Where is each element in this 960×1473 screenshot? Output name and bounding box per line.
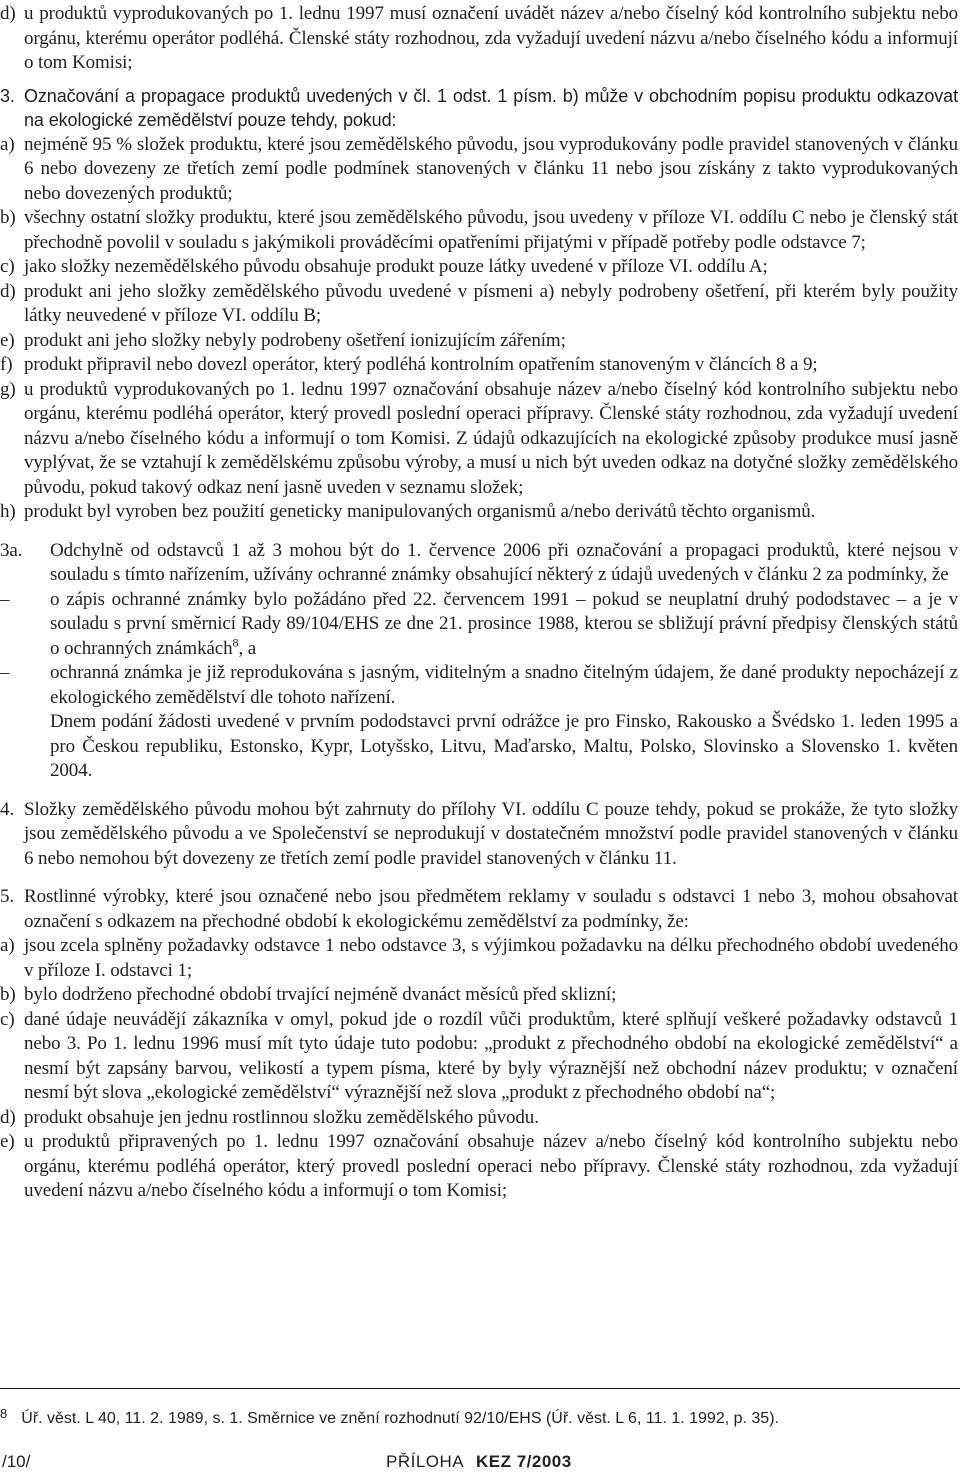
paragraph-3-item-b: [0, 206, 960, 255]
paragraph-marker: d): [0, 280, 16, 302]
paragraph-marker: e): [0, 329, 15, 351]
paragraph-3-item-e: [0, 329, 960, 354]
paragraph-5-item-a: [0, 934, 960, 983]
paragraph-text: dané údaje neuvádějí zákazníka v omyl, pokud jde o rozdíl vůči produktům, které splňují veškeré požadavky odstavců 1 nebo 3. Po 1. lednu 1996 musí mít tyto údaje tuto podobu: „produkt z přechodného období na ekologické zemědělství“ a nesmí být zapsány barvou, velikostí a typem písma, které by byly výraznější než obchodní název produktu; v označení nesmí být slova „ekologické zemědělství“ výraznější než slova „produkt z přechodného období na“;: [24, 1008, 958, 1103]
paragraph-3a-continuation: [0, 710, 960, 784]
paragraph-marker: a): [0, 935, 15, 956]
paragraph-text: o zápis ochranné známky bylo požádáno před 22. červencem 1991 – pokud se neuplatní druhý pododstavec – a je v souladu s první směrnicí Rady 89/104/EHS ze dne 21. prosince 1988, kterou se sbližují právní předpisy členských států o ochranných známkách: [50, 588, 958, 659]
paragraph-marker: c): [0, 1008, 15, 1030]
paragraph-text: Označování a propagace produktů uvedených v čl. 1 odst. 1 písm. b) může v obchodním popisu produktu odkazovat na ekologické zemědělství pouze tehdy, pokud:: [24, 85, 958, 130]
dash-marker: –: [0, 662, 10, 683]
appendix-label: PŘÍLOHA: [386, 1452, 465, 1471]
paragraph-3a-dash-2: [0, 661, 960, 710]
paragraph-marker: f): [0, 354, 13, 375]
paragraph-3-item-g: [0, 378, 960, 501]
paragraph-5-item-d: [0, 1106, 960, 1131]
appendix-code: KEZ 7/2003: [476, 1452, 572, 1471]
paragraph-text: u produktů připravených po 1. lednu 1997 označování obsahuje název a/nebo číselný kód kontrolního subjektu nebo orgánu, kterému podléhá operátor, který provedl poslední operaci nebo přípravy. Členské státy rozhodnou, zda vyžadují uvedení názvu a/nebo číselného kódu a informují o tom Komisi;: [24, 1131, 958, 1201]
paragraph-marker: c): [0, 256, 15, 277]
paragraph-5-item-b: [0, 983, 960, 1008]
paragraph-text: nejméně 95 % složek produktu, které jsou zemědělského původu, jsou vyprodukovány podle pravidel stanovených v článku 6 nebo dovezeny ze třetích zemí podle podmínek stanovených v článku 11 nebo jsou získány z takto vyprodukovaných nebo dovezených produktů;: [24, 133, 958, 204]
paragraph-5-item-e: [0, 1130, 960, 1204]
paragraph-text: produkt obsahuje jen jednu rostlinnou složku zemědělského původu.: [24, 1106, 539, 1128]
paragraph-text: u produktů vyprodukovaných po 1. lednu 1997 označování obsahuje název a/nebo číselný kód kontrolního subjektu nebo orgánu, kterému podléhá operátor, který provedl poslední operaci přípravy. Členské státy rozhodnou, zda vyžadují uvedení názvu a/nebo číselného kódu a informují o tom Komisi. Z údajů odkazujících na ekologické způsoby produkce musí jasně vyplývat, že se vztahují k zemědělskému způsobu výroby, a musí u nich být uveden odkaz na dotyčné složky zemědělského původu, pokud takový odkaz není jasně uveden v seznamu složek;: [24, 378, 958, 498]
footnote-divider: [0, 1388, 960, 1389]
paragraph-marker: d): [0, 1106, 16, 1128]
paragraph-text: jsou zcela splněny požadavky odstavce 1 nebo odstavce 3, s výjimkou požadavku na délku přechodného období uvedeného v příloze I. odstavci 1;: [24, 935, 958, 981]
paragraph-marker: g): [0, 378, 16, 400]
paragraph-3-item-d: [0, 280, 960, 329]
paragraph-marker: 5.: [0, 886, 15, 907]
paragraph-marker: b): [0, 984, 16, 1005]
paragraph-5: [0, 885, 960, 934]
paragraph-marker: 3.: [0, 85, 15, 106]
paragraph-marker: b): [0, 207, 16, 228]
paragraph-text: produkt ani jeho složky zemědělského původu uvedené v písmeni a) nebyly podrobeny ošetření, při kterém byly použity látky neuvedené v příloze VI. oddílu B;: [24, 280, 958, 326]
paragraph-marker: 4.: [0, 798, 15, 820]
paragraph-text: jako složky nezemědělského původu obsahuje produkt pouze látky uvedené v příloze VI. oddílu A;: [24, 256, 768, 277]
page-footer: [0, 1452, 960, 1472]
footnote: [0, 1404, 960, 1429]
paragraph-marker: h): [0, 501, 16, 522]
paragraph-text: produkt připravil nebo dovezl operátor, který podléhá kontrolním opatřením stanoveným v článcích 8 a 9;: [24, 354, 818, 375]
paragraph-marker: e): [0, 1131, 15, 1152]
paragraph-text: Odchylně od odstavců 1 až 3 mohou být do 1. července 2006 při označování a propagaci produktů, které nejsou v souladu s tímto nařízením, užívány ochranné známky obsahující některý z údajů uvedených v článku 2 za podmínky, že: [50, 539, 958, 585]
paragraph-marker: 3a.: [0, 539, 23, 561]
paragraph-text: bylo dodrženo přechodné období trvající nejméně dvanáct měsíců před sklizní;: [24, 984, 617, 1005]
footnote-text: Úř. věst. L 40, 11. 2. 1989, s. 1. Směrnice ve znění rozhodnutí 92/10/EHS (Úř. věst. L 6, 11. 1. 1992, p. 35).: [21, 1410, 779, 1427]
paragraph-marker: d): [0, 3, 16, 24]
paragraph-text: všechny ostatní složky produktu, které jsou zemědělského původu, jsou uvedeny v příloze VI. oddílu C nebo je členský stát přechodně povolil v souladu s jakýmikoli prováděcími opatřeními přijatými v případě potřeby podle odstavce 7;: [24, 207, 958, 253]
paragraph-3a-dash-1: [0, 588, 960, 662]
paragraph-5-item-c: [0, 1008, 960, 1106]
paragraph-3a: [0, 539, 960, 588]
paragraph-text-tail: , a: [238, 637, 257, 659]
paragraph-text: u produktů vyprodukovaných po 1. lednu 1997 musí označení uvádět název a/nebo číselný kód kontrolního subjektu nebo orgánu, kterému operátor podléhá. Členské státy rozhodnou, zda vyžadují uvedení názvu a/nebo číselného kódu a informují o tom Komisi;: [24, 3, 958, 73]
paragraph-3: [0, 84, 960, 133]
paragraph-text: Rostlinné výrobky, které jsou označené nebo jsou předmětem reklamy v souladu s odstavci 1 nebo 3, mohou obsahovat označení s odkazem na přechodné období k ekologickému zemědělství za podmínky, že:: [24, 886, 958, 932]
paragraph-text: produkt ani jeho složky nebyly podrobeny ošetření ionizujícím zářením;: [24, 329, 566, 351]
paragraph-3-item-c: [0, 255, 960, 280]
paragraph-text: Složky zemědělského původu mohou být zahrnuty do přílohy VI. oddílu C pouze tehdy, pokud se prokáže, že tyto složky jsou zemědělského původu a ve Společenství se neprodukují v dostatečném množství podle pravidel stanovených v článku 6 nebo nemohou být dovezeny ze třetích zemí podle pravidel stanovených v článku 11.: [24, 798, 958, 869]
paragraph-text: produkt byl vyroben bez použití geneticky manipulovaných organismů a/nebo derivátů těchto organismů.: [24, 501, 816, 522]
footnote-reference[interactable]: 8: [232, 635, 239, 650]
paragraph-4: [0, 798, 960, 872]
page-number: /10/: [2, 1452, 31, 1471]
dash-marker: –: [0, 588, 10, 610]
paragraph-3-item-f: [0, 353, 960, 378]
paragraph-d-top: [0, 2, 960, 76]
paragraph-text: Dnem podání žádosti uvedené v prvním pododstavci první odrážce je pro Finsko, Rakousko a Švédsko 1. leden 1995 a pro Českou republiku, Estonsko, Kypr, Lotyšsko, Litvu, Maďarsko, Maltu, Polsko, Slovinsko a Slovensko 1. květen 2004.: [50, 711, 958, 781]
paragraph-3-item-h: [0, 500, 960, 525]
paragraph-marker: a): [0, 133, 15, 155]
paragraph-text: ochranná známka je již reprodukována s jasným, viditelným a snadno čitelným údajem, že dané produkty nepocházejí z ekologického zemědělství dle tohoto nařízení.: [50, 662, 958, 708]
paragraph-3a-item-a: [0, 133, 960, 207]
footnote-mark: 8: [0, 1406, 8, 1421]
